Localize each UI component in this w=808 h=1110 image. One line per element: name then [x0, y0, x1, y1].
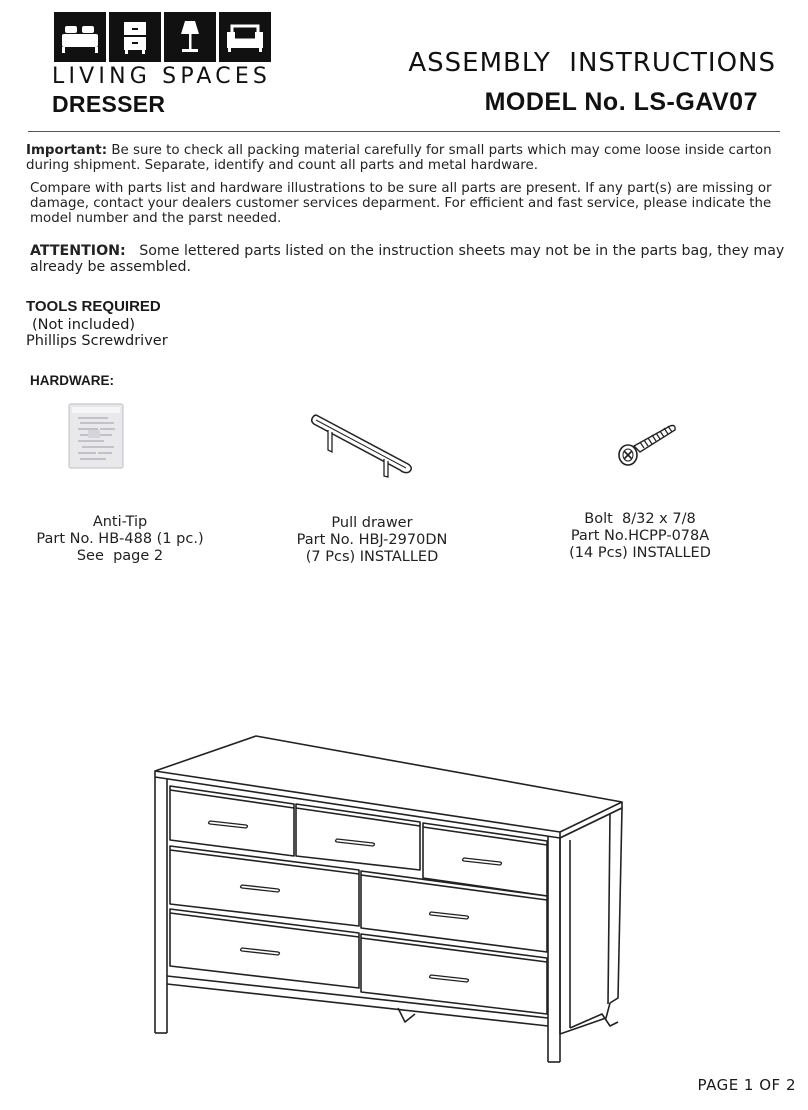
drawer-pull-icon	[310, 408, 420, 478]
important-text: Be sure to check all packing material carefully for small parts which may come loose inside carton during shipment. Separate, identify and count all parts and metal hardware.	[26, 143, 772, 173]
hardware-heading: HARDWARE:	[30, 373, 114, 388]
page-number: PAGE 1 OF 2	[697, 1076, 796, 1094]
hardware-part-number: Part No. HB-488 (1 pc.)	[36, 531, 204, 547]
compare-notice: Compare with parts list and hardware illustrations to be sure all parts are present. If any part(s) are missing or damage, contact your dealers customer services deparment. For efficient and fast service, please indicate the model number and the parst needed.	[30, 181, 772, 226]
important-notice	[26, 143, 786, 173]
attention-label: ATTENTION:	[30, 243, 126, 259]
dresser-illustration	[140, 728, 640, 1068]
hardware-note: (7 Pcs) INSTALLED	[305, 549, 439, 565]
tools-item: Phillips Screwdriver	[26, 333, 168, 349]
document-title: ASSEMBLY INSTRUCTIONS	[408, 48, 776, 78]
hardware-item-bolt	[540, 511, 740, 562]
hardware-name: Anti-Tip	[92, 514, 148, 530]
header-divider	[28, 131, 780, 132]
hardware-name: Pull drawer	[331, 515, 413, 531]
lamp-icon	[164, 12, 216, 62]
sofa-icon	[219, 12, 271, 62]
hardware-part-number: Part No. HBJ-2970DN	[296, 532, 448, 548]
product-name: DRESSER	[52, 91, 166, 117]
anti-tip-bag-icon	[68, 402, 126, 470]
hardware-item-anti-tip	[20, 514, 220, 565]
hardware-name: Bolt 8/32 x 7/8	[584, 511, 696, 527]
attention-text: Some lettered parts listed on the instruction sheets may not be in the parts bag, they may already be assembled.	[30, 243, 789, 275]
hardware-note: See page 2	[76, 548, 164, 564]
attention-notice	[30, 243, 789, 275]
hardware-item-pull-drawer	[272, 515, 472, 566]
brand-name: LIVING SPACES	[52, 64, 272, 89]
hardware-note: (14 Pcs) INSTALLED	[569, 545, 711, 561]
bed-icon	[54, 12, 106, 62]
bolt-icon	[614, 420, 680, 470]
tools-heading: TOOLS REQUIRED	[26, 298, 161, 315]
important-label: Important:	[26, 143, 108, 158]
hardware-part-number: Part No.HCPP-078A	[570, 528, 710, 544]
nightstand-icon	[109, 12, 161, 62]
model-number: MODEL No. LS-GAV07	[484, 88, 758, 116]
tools-note: (Not included)	[32, 317, 136, 333]
